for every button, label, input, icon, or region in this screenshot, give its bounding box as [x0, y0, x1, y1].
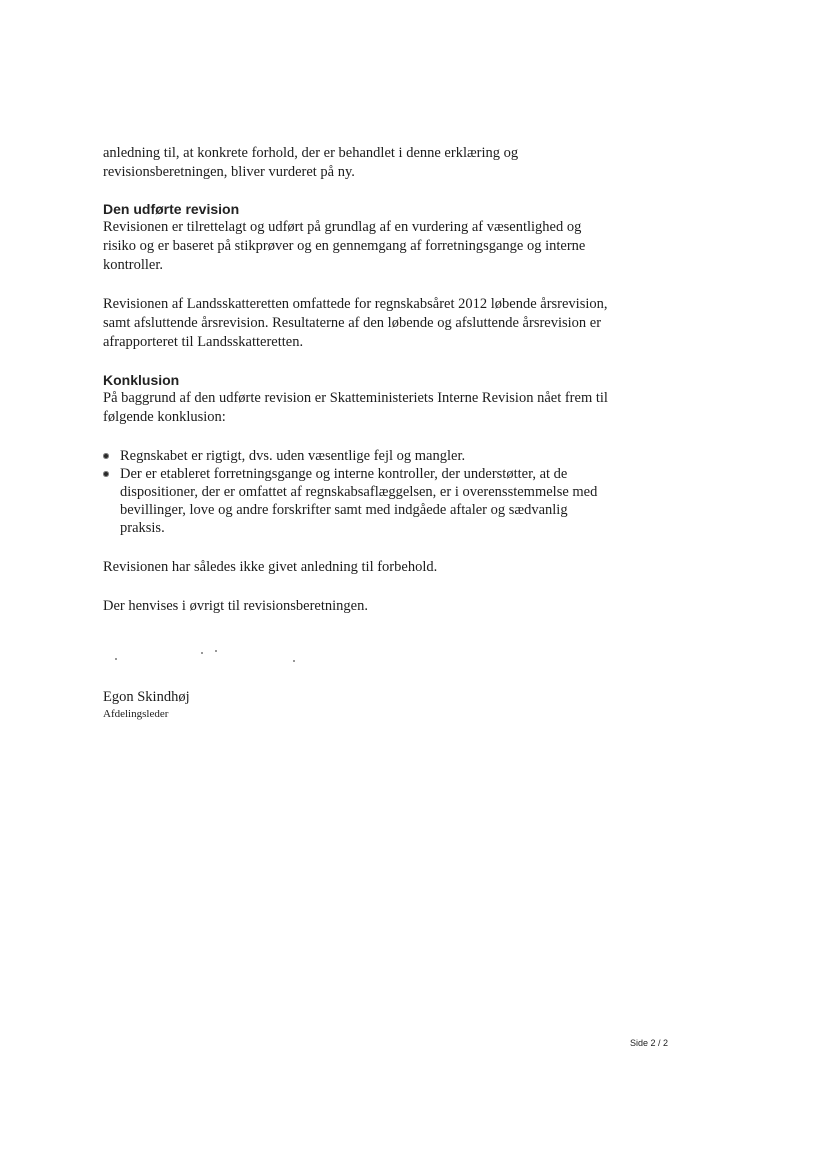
signer-title: Afdelingsleder [103, 708, 169, 720]
conclusion-list [103, 447, 613, 537]
scope-paragraph: Revisionen af Landsskatteretten omfattede for regnskabsåret 2012 løbende årsrevision, samt afsluttende årsrevision. Resultaterne af den løbende og afsluttende årsrevision er afrapporteret til Landsskatteretten. [103, 296, 608, 350]
no-reservation-paragraph: Revisionen har således ikke givet anledning til forbehold. [103, 559, 438, 575]
signature-area [103, 616, 613, 664]
scan-speck [201, 652, 203, 654]
bullet-icon [103, 453, 109, 459]
list-item-text: Der er etableret forretningsgange og interne kontroller, der understøtter, at de dispositioner, der er omfattet af regnskabsaflæggelsen, er i overensstemmelse med bevillinger, love og andre forskrifter samt med indgåede aftaler og sædvanlig praksis. [120, 466, 598, 536]
section-performed-revision [103, 201, 613, 275]
section-text-conclusion: På baggrund af den udførte revision er Skatteministeriets Interne Revision nået frem til følgende konklusion: [103, 390, 608, 425]
section-text-performed: Revisionen er tilrettelagt og udført på grundlag af en vurdering af væsentlighed og risiko og er baseret på stikprøver og en gennemgang af forretningsgange og interne kontroller. [103, 219, 586, 273]
bullet-icon [103, 471, 109, 477]
intro-paragraph: anledning til, at konkrete forhold, der er behandlet i denne erklæring og revisionsberetningen, bliver vurderet på ny. [103, 145, 519, 180]
list-item [103, 447, 613, 465]
reference-paragraph: Der henvises i øvrigt til revisionsberetningen. [103, 598, 368, 614]
scan-speck [215, 650, 217, 652]
section-conclusion [103, 372, 613, 427]
signer-name: Egon Skindhøj [103, 689, 190, 705]
section-heading-performed: Den udførte revision [103, 201, 240, 217]
scan-speck [293, 660, 295, 662]
list-item-text: Regnskabet er rigtigt, dvs. uden væsentlige fejl og mangler. [120, 448, 466, 464]
list-item [103, 465, 613, 537]
section-heading-conclusion: Konklusion [103, 372, 180, 388]
scan-speck [115, 658, 117, 660]
document-body [103, 144, 613, 721]
page-number: Side 2 / 2 [630, 1038, 669, 1048]
